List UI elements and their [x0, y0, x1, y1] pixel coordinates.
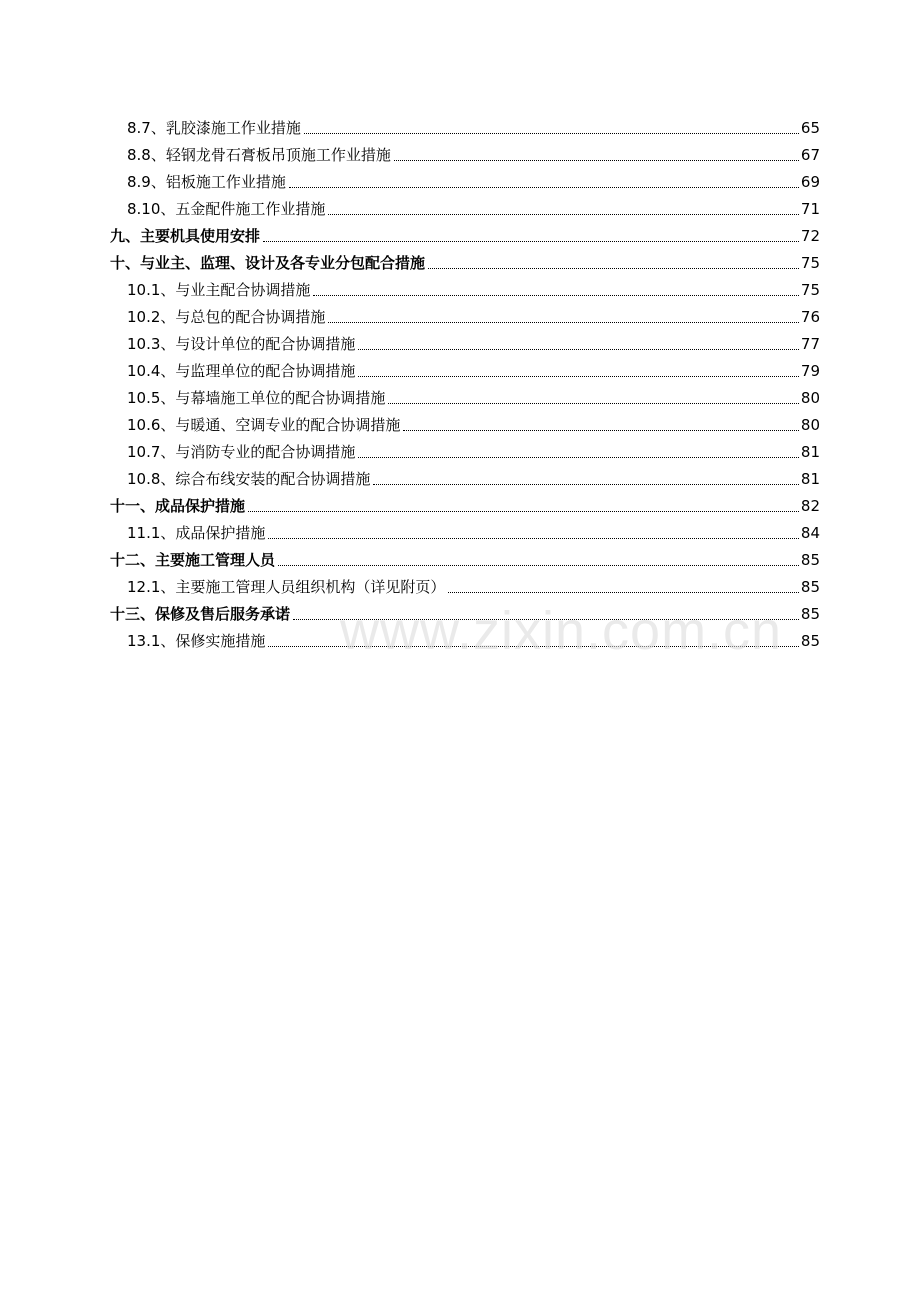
toc-entry[interactable] [0, 410, 920, 437]
toc-entry[interactable] [0, 464, 920, 491]
toc-entry-page: 75 [800, 281, 820, 299]
toc-entry-page: 72 [800, 227, 820, 245]
toc-entry[interactable] [0, 302, 920, 329]
toc-chapter-entry[interactable] [0, 248, 920, 275]
toc-entry-title: 12.1、主要施工管理人员组织机构（详见附页） [127, 578, 446, 596]
toc-entry-title: 10.2、与总包的配合协调措施 [127, 308, 326, 326]
toc-entry-page: 69 [800, 173, 820, 191]
toc-entry-title: 10.4、与监理单位的配合协调措施 [127, 362, 356, 380]
watermark: www.zixin.com.cn [340, 601, 783, 661]
toc-entry-page: 81 [800, 470, 820, 488]
dot-leader [248, 511, 799, 512]
toc-entry-page: 82 [800, 497, 820, 515]
table-of-contents [0, 113, 920, 653]
toc-entry[interactable] [0, 275, 920, 302]
toc-chapter-entry[interactable] [0, 491, 920, 518]
toc-entry-page: 77 [800, 335, 820, 353]
toc-entry-page: 85 [800, 551, 820, 569]
toc-entry-title: 10.3、与设计单位的配合协调措施 [127, 335, 356, 353]
toc-chapter-entry[interactable] [0, 599, 920, 626]
toc-entry-page: 71 [800, 200, 820, 218]
toc-entry-title: 九、主要机具使用安排 [110, 227, 261, 245]
toc-entry-title: 10.8、综合布线安装的配合协调措施 [127, 470, 371, 488]
toc-entry[interactable] [0, 626, 920, 653]
toc-entry-title: 十三、保修及售后服务承诺 [110, 605, 291, 623]
dot-leader [328, 322, 799, 323]
toc-entry-title: 10.6、与暖通、空调专业的配合协调措施 [127, 416, 401, 434]
toc-entry-page: 81 [800, 443, 820, 461]
dot-leader [358, 457, 799, 458]
dot-leader [373, 484, 799, 485]
dot-leader [263, 241, 799, 242]
dot-leader [448, 592, 799, 593]
dot-leader [358, 376, 799, 377]
toc-entry-page: 79 [800, 362, 820, 380]
toc-entry[interactable] [0, 518, 920, 545]
dot-leader [403, 430, 799, 431]
toc-entry-page: 67 [800, 146, 820, 164]
toc-entry-title: 13.1、保修实施措施 [127, 632, 266, 650]
toc-chapter-entry[interactable] [0, 221, 920, 248]
toc-entry[interactable] [0, 113, 920, 140]
dot-leader [328, 214, 799, 215]
toc-entry[interactable] [0, 167, 920, 194]
dot-leader [293, 619, 799, 620]
toc-entry-page: 84 [800, 524, 820, 542]
toc-entry-page: 80 [800, 416, 820, 434]
toc-entry[interactable] [0, 140, 920, 167]
toc-entry-title: 10.7、与消防专业的配合协调措施 [127, 443, 356, 461]
toc-entry-title: 8.8、轻钢龙骨石膏板吊顶施工作业措施 [127, 146, 391, 164]
toc-entry-page: 80 [800, 389, 820, 407]
toc-entry-title: 十二、主要施工管理人员 [110, 551, 276, 569]
toc-entry-title: 十、与业主、监理、设计及各专业分包配合措施 [110, 254, 426, 272]
toc-entry-page: 85 [800, 605, 820, 623]
toc-entry[interactable] [0, 437, 920, 464]
dot-leader [394, 160, 799, 161]
toc-entry-title: 10.1、与业主配合协调措施 [127, 281, 311, 299]
toc-chapter-entry[interactable] [0, 545, 920, 572]
toc-entry[interactable] [0, 356, 920, 383]
toc-entry-title: 8.9、铝板施工作业措施 [127, 173, 286, 191]
toc-entry-page: 65 [800, 119, 820, 137]
dot-leader [313, 295, 799, 296]
dot-leader [358, 349, 799, 350]
dot-leader [278, 565, 799, 566]
toc-entry[interactable] [0, 194, 920, 221]
toc-entry-title: 11.1、成品保护措施 [127, 524, 266, 542]
dot-leader [289, 187, 799, 188]
toc-entry-page: 85 [800, 632, 820, 650]
toc-entry-title: 8.10、五金配件施工作业措施 [127, 200, 326, 218]
dot-leader [388, 403, 799, 404]
toc-entry[interactable] [0, 572, 920, 599]
toc-entry-title: 8.7、乳胶漆施工作业措施 [127, 119, 301, 137]
toc-entry-title: 10.5、与幕墙施工单位的配合协调措施 [127, 389, 386, 407]
toc-entry[interactable] [0, 329, 920, 356]
dot-leader [268, 646, 799, 647]
dot-leader [304, 133, 799, 134]
toc-entry[interactable] [0, 383, 920, 410]
dot-leader [428, 268, 799, 269]
toc-entry-page: 75 [800, 254, 820, 272]
toc-entry-title: 十一、成品保护措施 [110, 497, 246, 515]
dot-leader [268, 538, 799, 539]
toc-entry-page: 76 [800, 308, 820, 326]
toc-entry-page: 85 [800, 578, 820, 596]
